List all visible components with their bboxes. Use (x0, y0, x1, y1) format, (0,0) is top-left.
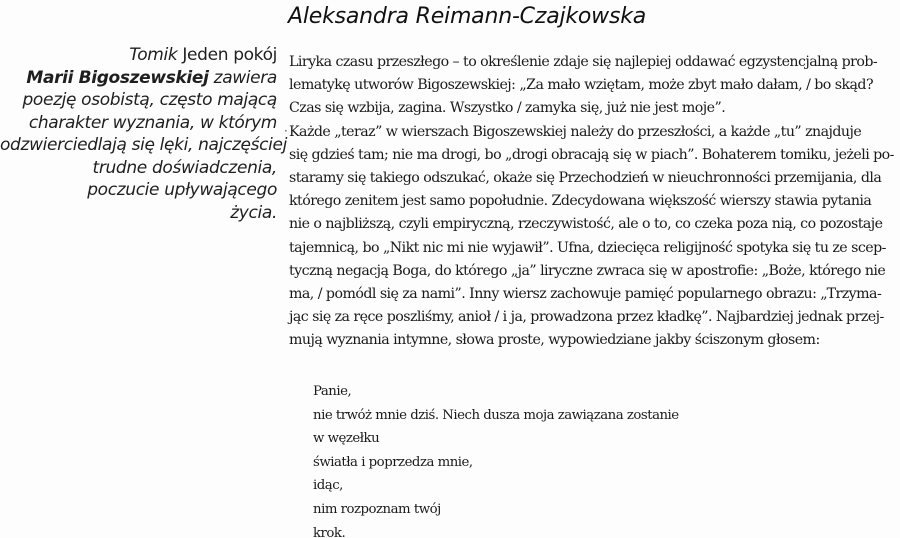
body-line: tyczną negacją Boga, do którego „ja” liryczne zwraca się w apostrofie: „Boże, którego nie (289, 262, 886, 279)
poet-name: Marii Bigoszewskiej (26, 67, 209, 88)
body-line: Czas się wzbija, zagina. Wszystko / zamyka się, już nie jest moje”. (289, 100, 726, 117)
body-line: którego zenitem jest samo popołudnie. Zdecydowana większość wierszy stawia pytania (289, 193, 872, 210)
poem-line: krok. (313, 525, 346, 538)
body-line: staramy się takiego odszukać, okaże się Przechodzień w nieuchronności przemijania, dla (289, 170, 882, 187)
body-line: nie o najbliższą, czyli empiryczną, rzeczywistość, ale o to, co czeka poza nią, co pozostaje (289, 216, 883, 233)
poem-line: Panie, (313, 384, 352, 399)
body-line: mują wyznania intymne, słowa proste, wypowiedziane jakby ściszonym głosem: (289, 332, 820, 349)
book-title: Jeden pokój (182, 45, 277, 65)
pull-quote-line (0, 44, 277, 67)
body-line: Liryka czasu przeszłego – to określenie zdaje się najlepiej oddawać egzystencjalną prob- (289, 54, 878, 70)
author-name: Aleksandra Reimann-Czajkowska (288, 4, 647, 29)
body-paragraphs (289, 51, 895, 353)
poem-line: nie trwóż mnie dziś. Niech dusza moja zawiązana zostanie (313, 407, 679, 423)
poem-line: w węzełku (313, 431, 380, 447)
pull-quote-line (0, 67, 277, 90)
poem-quote (313, 380, 679, 538)
body-line: ma, / pomódl się za nami”. Inny wiersz zachowuje pamięć popularnego obrazu: „Trzyma- (289, 286, 882, 303)
pull-quote (0, 44, 287, 224)
body-line: jąc się za ręce poszliśmy, anioł / i ja, prowadzona przez kładkę”. Najbardziej jednak przej- (289, 309, 884, 326)
poem-line: światła i poprzedza mnie, (313, 454, 473, 470)
pull-quote-line: trudne doświadczenia, (92, 157, 277, 178)
poem-line: idąc, (313, 478, 343, 494)
pull-quote-line: odzwierciedlają się lęki, najczęściej (0, 135, 287, 155)
body-line: się gdzieś tam; nie ma drogi, bo „drogi obracają się w piach”. Bohaterem tomiku, jeżeli po- (289, 146, 894, 163)
pull-quote-line: charakter wyznania, w którym (28, 112, 277, 133)
poem-line: nim rozpoznam twój (313, 501, 441, 517)
body-line: tajemnicą, bo „Nikt nic mi nie wyjawił”. Ufna, dziecięca religijność spotyka się tu ze scep- (289, 239, 886, 256)
pull-quote-text: zawiera (208, 67, 277, 88)
pull-quote-line: poczucie upływającego (87, 180, 277, 200)
pull-quote-line: życia. (230, 202, 277, 223)
body-line: lematykę utworów Bigoszewskiej: „Za mało wziętam, może zbyt mało dałam, / bo skąd? (289, 77, 874, 94)
pull-quote-text: Tomik (129, 45, 183, 65)
bullet-mark: · (284, 124, 288, 138)
pull-quote-line: poezję osobistą, często mającą (22, 90, 277, 110)
body-line: Każde „teraz” w wierszach Bigoszewskiej należy do przeszłości, a każde „tu” znajduje (289, 123, 862, 140)
